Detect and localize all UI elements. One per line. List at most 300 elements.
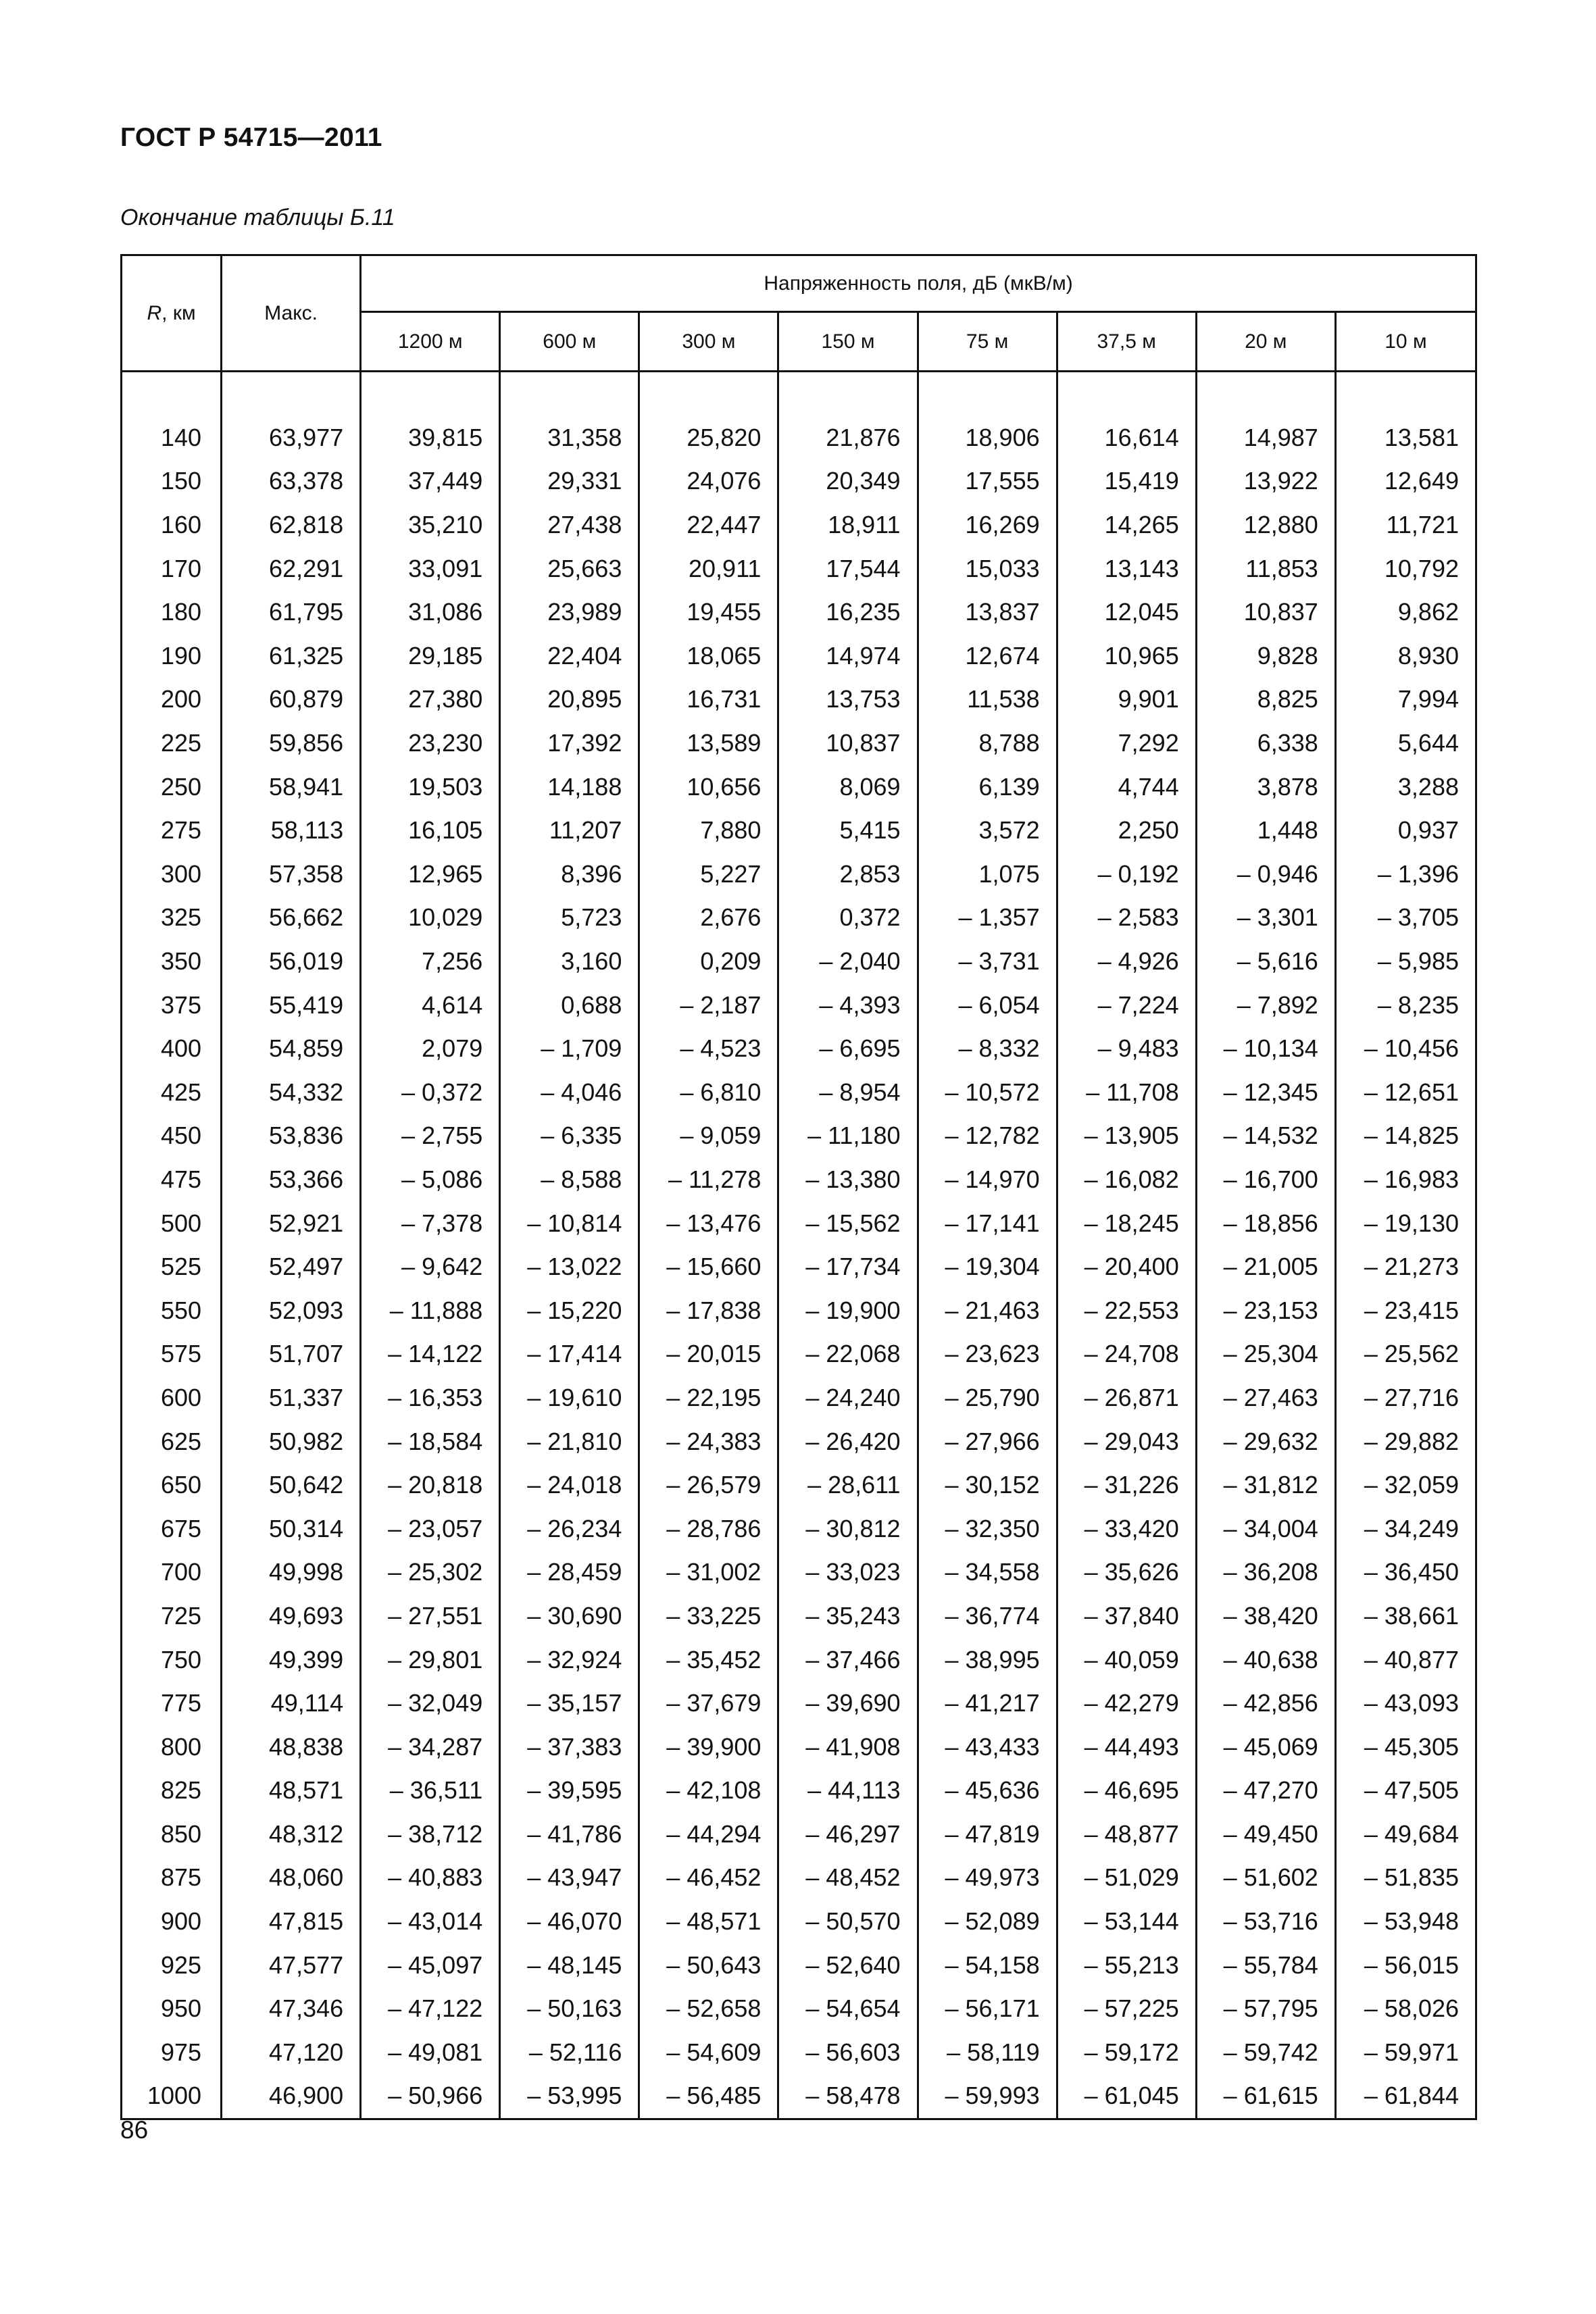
cell-field-strength: 18,906 <box>918 416 1057 460</box>
cell-field-strength: – 2,755 <box>361 1114 500 1158</box>
cell-field-strength: – 58,026 <box>1335 1987 1476 2031</box>
cell-field-strength: 11,207 <box>500 809 639 853</box>
cell-field-strength: – 39,595 <box>500 1769 639 1813</box>
cell-field-strength: – 43,014 <box>361 1900 500 1944</box>
cell-r-km: 350 <box>122 940 222 984</box>
cell-field-strength: 16,731 <box>639 678 778 722</box>
cell-max: 60,879 <box>222 678 361 722</box>
header-distance: 10 м <box>1335 312 1476 372</box>
cell-field-strength: – 61,615 <box>1196 2074 1335 2119</box>
cell-r-km: 170 <box>122 547 222 590</box>
cell-field-strength: – 26,871 <box>1057 1376 1196 1420</box>
cell-field-strength: – 37,466 <box>778 1638 918 1682</box>
cell-field-strength: – 18,584 <box>361 1419 500 1463</box>
table-row <box>122 765 1476 809</box>
cell-field-strength: – 26,234 <box>500 1507 639 1551</box>
cell-field-strength: – 42,856 <box>1196 1682 1335 1726</box>
cell-field-strength: – 54,158 <box>918 1943 1057 1987</box>
cell-field-strength: – 43,093 <box>1335 1682 1476 1726</box>
cell-field-strength: – 15,562 <box>778 1201 918 1245</box>
cell-r-km: 300 <box>122 853 222 897</box>
cell-field-strength: – 12,345 <box>1196 1071 1335 1115</box>
table-caption: Окончание таблицы Б.11 <box>120 205 395 230</box>
cell-field-strength: – 4,393 <box>778 983 918 1027</box>
cell-field-strength: – 31,226 <box>1057 1463 1196 1507</box>
cell-field-strength: 11,538 <box>918 678 1057 722</box>
cell-r-km: 775 <box>122 1682 222 1726</box>
table-row <box>122 1201 1476 1245</box>
cell-field-strength: – 21,810 <box>500 1419 639 1463</box>
cell-field-strength: 12,880 <box>1196 503 1335 547</box>
cell-r-km: 875 <box>122 1856 222 1900</box>
cell-field-strength: – 46,070 <box>500 1900 639 1944</box>
cell-max: 52,093 <box>222 1288 361 1332</box>
cell-field-strength: – 57,225 <box>1057 1987 1196 2031</box>
table-row <box>122 1943 1476 1987</box>
header-spacer-row <box>122 372 1476 416</box>
table-row <box>122 1419 1476 1463</box>
cell-field-strength: 14,987 <box>1196 416 1335 460</box>
cell-max: 56,019 <box>222 940 361 984</box>
cell-field-strength: 17,544 <box>778 547 918 590</box>
cell-max: 53,366 <box>222 1158 361 1202</box>
cell-field-strength: – 6,335 <box>500 1114 639 1158</box>
cell-field-strength: – 49,081 <box>361 2031 500 2075</box>
cell-field-strength: 2,676 <box>639 896 778 940</box>
cell-field-strength: 35,210 <box>361 503 500 547</box>
cell-field-strength: – 40,883 <box>361 1856 500 1900</box>
cell-field-strength: – 31,812 <box>1196 1463 1335 1507</box>
cell-field-strength: 20,895 <box>500 678 639 722</box>
cell-field-strength: – 22,068 <box>778 1332 918 1376</box>
cell-max: 58,941 <box>222 765 361 809</box>
cell-field-strength: 13,589 <box>639 722 778 765</box>
document-title: ГОСТ Р 54715—2011 <box>120 123 382 152</box>
cell-field-strength: – 27,463 <box>1196 1376 1335 1420</box>
header-distance: 75 м <box>918 312 1057 372</box>
cell-field-strength: – 53,716 <box>1196 1900 1335 1944</box>
cell-field-strength: – 1,709 <box>500 1027 639 1071</box>
cell-field-strength: – 7,378 <box>361 1201 500 1245</box>
cell-field-strength: 8,069 <box>778 765 918 809</box>
cell-max: 52,921 <box>222 1201 361 1245</box>
cell-field-strength: – 48,877 <box>1057 1813 1196 1857</box>
cell-field-strength: – 11,708 <box>1057 1071 1196 1115</box>
cell-field-strength: – 23,415 <box>1335 1288 1476 1332</box>
cell-field-strength: – 30,812 <box>778 1507 918 1551</box>
cell-max: 47,346 <box>222 1987 361 2031</box>
table-row <box>122 547 1476 590</box>
table-row <box>122 590 1476 634</box>
cell-max: 49,998 <box>222 1551 361 1594</box>
table-row <box>122 1027 1476 1071</box>
cell-field-strength: 2,250 <box>1057 809 1196 853</box>
cell-field-strength: 16,235 <box>778 590 918 634</box>
cell-field-strength: – 49,973 <box>918 1856 1057 1900</box>
cell-field-strength: 3,878 <box>1196 765 1335 809</box>
cell-field-strength: – 20,818 <box>361 1463 500 1507</box>
cell-field-strength: 6,139 <box>918 765 1057 809</box>
header-r-unit: , км <box>161 301 196 324</box>
cell-max: 50,642 <box>222 1463 361 1507</box>
cell-max: 62,818 <box>222 503 361 547</box>
cell-max: 53,836 <box>222 1114 361 1158</box>
cell-field-strength: – 7,224 <box>1057 983 1196 1027</box>
table-row <box>122 1288 1476 1332</box>
cell-field-strength: – 17,141 <box>918 1201 1057 1245</box>
cell-field-strength: – 57,795 <box>1196 1987 1335 2031</box>
cell-field-strength: – 22,553 <box>1057 1288 1196 1332</box>
cell-field-strength: – 52,658 <box>639 1987 778 2031</box>
cell-field-strength: – 59,993 <box>918 2074 1057 2119</box>
cell-field-strength: 1,075 <box>918 853 1057 897</box>
cell-r-km: 800 <box>122 1725 222 1769</box>
cell-field-strength: – 41,786 <box>500 1813 639 1857</box>
cell-max: 56,662 <box>222 896 361 940</box>
cell-r-km: 475 <box>122 1158 222 1202</box>
cell-field-strength: – 19,130 <box>1335 1201 1476 1245</box>
cell-field-strength: – 39,690 <box>778 1682 918 1726</box>
cell-field-strength: – 26,579 <box>639 1463 778 1507</box>
cell-field-strength: 13,581 <box>1335 416 1476 460</box>
cell-field-strength: 11,853 <box>1196 547 1335 590</box>
cell-max: 57,358 <box>222 853 361 897</box>
cell-field-strength: 2,853 <box>778 853 918 897</box>
cell-r-km: 190 <box>122 634 222 678</box>
cell-r-km: 625 <box>122 1419 222 1463</box>
table-header <box>122 255 1476 372</box>
cell-field-strength: – 35,452 <box>639 1638 778 1682</box>
cell-field-strength: – 59,971 <box>1335 2031 1476 2075</box>
cell-max: 61,795 <box>222 590 361 634</box>
table-row <box>122 1987 1476 2031</box>
cell-field-strength: – 56,171 <box>918 1987 1057 2031</box>
cell-field-strength: – 30,690 <box>500 1594 639 1638</box>
cell-field-strength: – 10,572 <box>918 1071 1057 1115</box>
cell-field-strength: – 48,571 <box>639 1900 778 1944</box>
cell-max: 52,497 <box>222 1245 361 1289</box>
cell-field-strength: 10,029 <box>361 896 500 940</box>
cell-field-strength: 31,358 <box>500 416 639 460</box>
cell-field-strength: – 61,045 <box>1057 2074 1196 2119</box>
cell-field-strength: – 21,463 <box>918 1288 1057 1332</box>
cell-field-strength: 20,911 <box>639 547 778 590</box>
table-row <box>122 1158 1476 1202</box>
table-row <box>122 2074 1476 2119</box>
cell-field-strength: – 53,144 <box>1057 1900 1196 1944</box>
cell-r-km: 550 <box>122 1288 222 1332</box>
cell-field-strength: 14,974 <box>778 634 918 678</box>
cell-field-strength: – 28,459 <box>500 1551 639 1594</box>
cell-field-strength: – 36,774 <box>918 1594 1057 1638</box>
cell-max: 51,337 <box>222 1376 361 1420</box>
cell-field-strength: – 45,097 <box>361 1943 500 1987</box>
cell-field-strength: – 52,116 <box>500 2031 639 2075</box>
cell-field-strength: – 8,332 <box>918 1027 1057 1071</box>
cell-field-strength: 8,825 <box>1196 678 1335 722</box>
cell-field-strength: – 28,786 <box>639 1507 778 1551</box>
cell-field-strength: 12,045 <box>1057 590 1196 634</box>
cell-field-strength: – 13,022 <box>500 1245 639 1289</box>
cell-field-strength: – 21,273 <box>1335 1245 1476 1289</box>
cell-field-strength: – 9,483 <box>1057 1027 1196 1071</box>
cell-field-strength: – 50,163 <box>500 1987 639 2031</box>
cell-field-strength: – 24,708 <box>1057 1332 1196 1376</box>
cell-field-strength: – 8,588 <box>500 1158 639 1202</box>
cell-field-strength: 19,503 <box>361 765 500 809</box>
header-r-km <box>122 255 222 372</box>
cell-max: 50,314 <box>222 1507 361 1551</box>
cell-max: 47,577 <box>222 1943 361 1987</box>
cell-max: 54,859 <box>222 1027 361 1071</box>
cell-field-strength: – 10,456 <box>1335 1027 1476 1071</box>
cell-field-strength: – 35,157 <box>500 1682 639 1726</box>
cell-r-km: 325 <box>122 896 222 940</box>
table-row <box>122 1071 1476 1115</box>
cell-field-strength: – 49,684 <box>1335 1813 1476 1857</box>
cell-field-strength: 18,911 <box>778 503 918 547</box>
cell-field-strength: – 13,476 <box>639 1201 778 1245</box>
cell-r-km: 450 <box>122 1114 222 1158</box>
cell-field-strength: 3,572 <box>918 809 1057 853</box>
cell-field-strength: 37,449 <box>361 459 500 503</box>
cell-field-strength: – 19,900 <box>778 1288 918 1332</box>
cell-field-strength: – 43,947 <box>500 1856 639 1900</box>
cell-field-strength: – 47,122 <box>361 1987 500 2031</box>
cell-r-km: 575 <box>122 1332 222 1376</box>
table-row <box>122 983 1476 1027</box>
cell-field-strength: – 18,856 <box>1196 1201 1335 1245</box>
cell-field-strength: 11,721 <box>1335 503 1476 547</box>
cell-field-strength: – 3,731 <box>918 940 1057 984</box>
cell-field-strength: 15,419 <box>1057 459 1196 503</box>
cell-max: 62,291 <box>222 547 361 590</box>
cell-field-strength: – 37,840 <box>1057 1594 1196 1638</box>
cell-r-km: 225 <box>122 722 222 765</box>
cell-field-strength: – 14,825 <box>1335 1114 1476 1158</box>
cell-field-strength: – 53,995 <box>500 2074 639 2119</box>
cell-field-strength: 0,209 <box>639 940 778 984</box>
cell-field-strength: 29,331 <box>500 459 639 503</box>
table-row <box>122 940 1476 984</box>
cell-field-strength: – 23,057 <box>361 1507 500 1551</box>
cell-field-strength: 17,392 <box>500 722 639 765</box>
cell-field-strength: – 14,532 <box>1196 1114 1335 1158</box>
cell-field-strength: – 3,705 <box>1335 896 1476 940</box>
cell-field-strength: – 6,054 <box>918 983 1057 1027</box>
cell-max: 61,325 <box>222 634 361 678</box>
table-row <box>122 1332 1476 1376</box>
cell-field-strength: 19,455 <box>639 590 778 634</box>
cell-field-strength: – 14,122 <box>361 1332 500 1376</box>
cell-field-strength: 6,338 <box>1196 722 1335 765</box>
cell-max: 59,856 <box>222 722 361 765</box>
cell-field-strength: – 36,511 <box>361 1769 500 1813</box>
cell-max: 54,332 <box>222 1071 361 1115</box>
cell-field-strength: – 51,029 <box>1057 1856 1196 1900</box>
cell-field-strength: – 33,420 <box>1057 1507 1196 1551</box>
cell-field-strength: 27,438 <box>500 503 639 547</box>
table-row <box>122 459 1476 503</box>
cell-field-strength: – 4,926 <box>1057 940 1196 984</box>
cell-field-strength: 12,965 <box>361 853 500 897</box>
cell-field-strength: – 51,602 <box>1196 1856 1335 1900</box>
cell-field-strength: – 13,905 <box>1057 1114 1196 1158</box>
cell-r-km: 650 <box>122 1463 222 1507</box>
cell-r-km: 750 <box>122 1638 222 1682</box>
cell-field-strength: – 48,452 <box>778 1856 918 1900</box>
cell-field-strength: – 46,297 <box>778 1813 918 1857</box>
cell-field-strength: – 19,610 <box>500 1376 639 1420</box>
cell-field-strength: – 45,305 <box>1335 1725 1476 1769</box>
cell-field-strength: – 31,002 <box>639 1551 778 1594</box>
cell-field-strength: 9,862 <box>1335 590 1476 634</box>
cell-field-strength: – 40,638 <box>1196 1638 1335 1682</box>
cell-field-strength: – 24,240 <box>778 1376 918 1420</box>
cell-field-strength: 7,994 <box>1335 678 1476 722</box>
table-row <box>122 1638 1476 1682</box>
table-row <box>122 1507 1476 1551</box>
cell-max: 63,977 <box>222 416 361 460</box>
cell-field-strength: – 47,819 <box>918 1813 1057 1857</box>
cell-r-km: 725 <box>122 1594 222 1638</box>
cell-field-strength: – 55,213 <box>1057 1943 1196 1987</box>
cell-max: 49,114 <box>222 1682 361 1726</box>
cell-max: 58,113 <box>222 809 361 853</box>
cell-field-strength: – 16,700 <box>1196 1158 1335 1202</box>
table-row <box>122 722 1476 765</box>
cell-field-strength: – 32,059 <box>1335 1463 1476 1507</box>
cell-field-strength: – 5,616 <box>1196 940 1335 984</box>
table-row <box>122 1376 1476 1420</box>
table-row <box>122 1900 1476 1944</box>
cell-field-strength: – 12,782 <box>918 1114 1057 1158</box>
cell-field-strength: – 39,900 <box>639 1725 778 1769</box>
cell-field-strength: – 29,882 <box>1335 1419 1476 1463</box>
cell-field-strength: 10,656 <box>639 765 778 809</box>
cell-field-strength: – 53,948 <box>1335 1900 1476 1944</box>
cell-field-strength: – 16,983 <box>1335 1158 1476 1202</box>
field-strength-table <box>120 254 1477 2120</box>
cell-r-km: 600 <box>122 1376 222 1420</box>
cell-field-strength: – 35,243 <box>778 1594 918 1638</box>
cell-field-strength: – 10,814 <box>500 1201 639 1245</box>
cell-field-strength: – 40,877 <box>1335 1638 1476 1682</box>
cell-field-strength: – 50,570 <box>778 1900 918 1944</box>
cell-field-strength: – 11,180 <box>778 1114 918 1158</box>
cell-field-strength: – 16,353 <box>361 1376 500 1420</box>
cell-field-strength: – 1,357 <box>918 896 1057 940</box>
cell-field-strength: – 33,225 <box>639 1594 778 1638</box>
cell-field-strength: – 59,172 <box>1057 2031 1196 2075</box>
cell-field-strength: 5,644 <box>1335 722 1476 765</box>
cell-field-strength: – 54,654 <box>778 1987 918 2031</box>
cell-field-strength: 5,227 <box>639 853 778 897</box>
cell-field-strength: – 56,603 <box>778 2031 918 2075</box>
table-row <box>122 809 1476 853</box>
cell-max: 55,419 <box>222 983 361 1027</box>
cell-max: 51,707 <box>222 1332 361 1376</box>
cell-field-strength: – 25,304 <box>1196 1332 1335 1376</box>
cell-field-strength: – 8,235 <box>1335 983 1476 1027</box>
table-row <box>122 416 1476 460</box>
cell-max: 49,399 <box>222 1638 361 1682</box>
cell-r-km: 250 <box>122 765 222 809</box>
cell-field-strength: – 33,023 <box>778 1551 918 1594</box>
cell-field-strength: – 6,695 <box>778 1027 918 1071</box>
header-max: Макс. <box>222 255 361 372</box>
cell-max: 49,693 <box>222 1594 361 1638</box>
cell-field-strength: – 24,383 <box>639 1419 778 1463</box>
cell-field-strength: – 30,152 <box>918 1463 1057 1507</box>
cell-field-strength: – 58,478 <box>778 2074 918 2119</box>
cell-field-strength: – 17,734 <box>778 1245 918 1289</box>
cell-field-strength: – 32,924 <box>500 1638 639 1682</box>
table-row <box>122 853 1476 897</box>
cell-field-strength: – 0,192 <box>1057 853 1196 897</box>
cell-r-km: 1000 <box>122 2074 222 2119</box>
cell-field-strength: – 18,245 <box>1057 1201 1196 1245</box>
cell-r-km: 950 <box>122 1987 222 2031</box>
cell-field-strength: – 5,985 <box>1335 940 1476 984</box>
table-row <box>122 1725 1476 1769</box>
cell-field-strength: – 12,651 <box>1335 1071 1476 1115</box>
cell-field-strength: 8,788 <box>918 722 1057 765</box>
cell-field-strength: – 48,145 <box>500 1943 639 1987</box>
cell-field-strength: 25,820 <box>639 416 778 460</box>
cell-field-strength: – 23,153 <box>1196 1288 1335 1332</box>
cell-field-strength: – 37,383 <box>500 1725 639 1769</box>
cell-max: 47,815 <box>222 1900 361 1944</box>
cell-field-strength: – 2,040 <box>778 940 918 984</box>
cell-field-strength: – 2,187 <box>639 983 778 1027</box>
page-number: 86 <box>120 2116 149 2144</box>
cell-max: 46,900 <box>222 2074 361 2119</box>
cell-field-strength: – 41,217 <box>918 1682 1057 1726</box>
cell-field-strength: – 9,642 <box>361 1245 500 1289</box>
cell-field-strength: 12,674 <box>918 634 1057 678</box>
cell-field-strength: – 41,908 <box>778 1725 918 1769</box>
cell-field-strength: – 34,004 <box>1196 1507 1335 1551</box>
cell-r-km: 400 <box>122 1027 222 1071</box>
cell-field-strength: – 29,043 <box>1057 1419 1196 1463</box>
cell-field-strength: – 10,134 <box>1196 1027 1335 1071</box>
table-row <box>122 1463 1476 1507</box>
cell-r-km: 425 <box>122 1071 222 1115</box>
cell-field-strength: 17,555 <box>918 459 1057 503</box>
header-distance: 600 м <box>500 312 639 372</box>
cell-field-strength: 25,663 <box>500 547 639 590</box>
cell-field-strength: – 52,089 <box>918 1900 1057 1944</box>
cell-field-strength: – 36,450 <box>1335 1551 1476 1594</box>
cell-field-strength: – 2,583 <box>1057 896 1196 940</box>
table-row <box>122 503 1476 547</box>
cell-field-strength: – 8,954 <box>778 1071 918 1115</box>
cell-field-strength: – 38,420 <box>1196 1594 1335 1638</box>
cell-field-strength: 8,396 <box>500 853 639 897</box>
table-row <box>122 1245 1476 1289</box>
cell-field-strength: 0,937 <box>1335 809 1476 853</box>
cell-field-strength: – 20,015 <box>639 1332 778 1376</box>
cell-field-strength: – 50,966 <box>361 2074 500 2119</box>
cell-field-strength: – 37,679 <box>639 1682 778 1726</box>
cell-field-strength: – 34,249 <box>1335 1507 1476 1551</box>
cell-field-strength: – 23,623 <box>918 1332 1057 1376</box>
cell-field-strength: – 26,420 <box>778 1419 918 1463</box>
cell-field-strength: – 9,059 <box>639 1114 778 1158</box>
cell-field-strength: 3,160 <box>500 940 639 984</box>
cell-field-strength: – 27,551 <box>361 1594 500 1638</box>
